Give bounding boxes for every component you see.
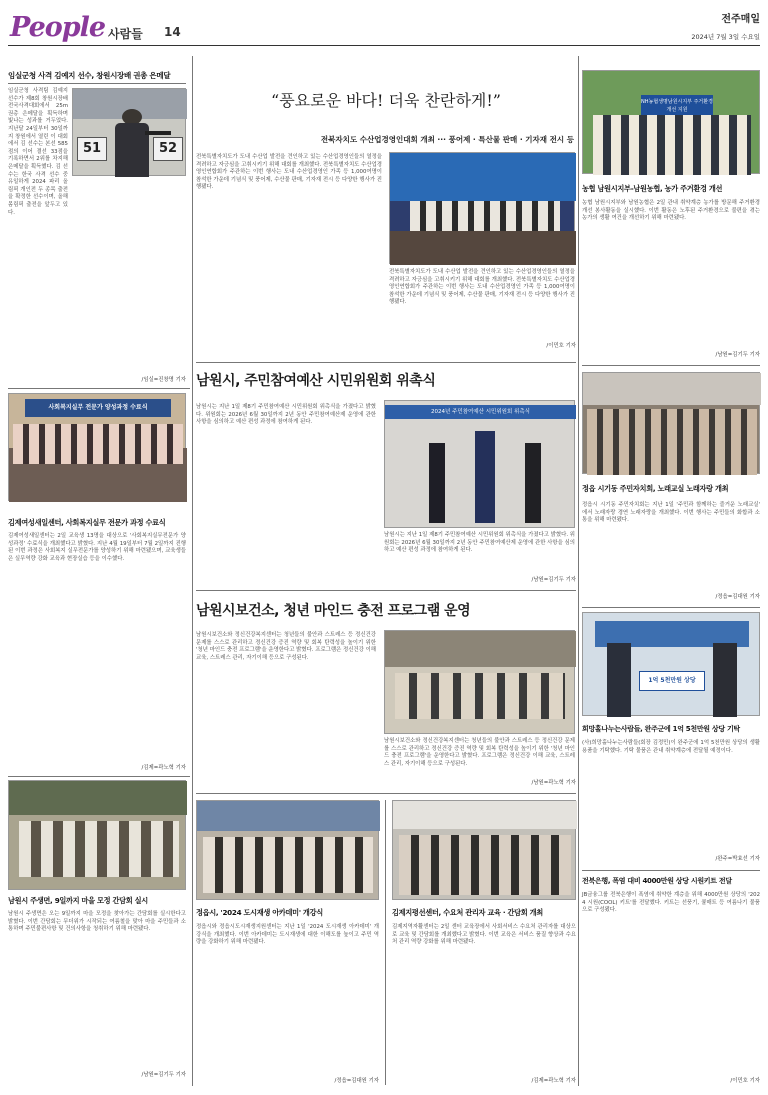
article-body: (사)희망홀나누는사람들(회장 김정민)이 완주군에 1억 5천만원 상당의 생활용품을 기탁했다. 기탁 물품은 관내 취약계층에 전달될 예정이다.: [582, 740, 760, 754]
article-budget-committee: [196, 370, 576, 585]
article-title: 정읍시, '2024 도시재생 아카데미' 개강식: [196, 908, 323, 917]
banner: 2024년 주민참여예산 시민위원회 위촉식: [385, 405, 576, 419]
photo-program: [384, 630, 575, 734]
credit: /정읍=김대원 기자: [334, 1078, 379, 1084]
credit: /이민호 기자: [730, 1078, 760, 1084]
article-title: 남원시보건소, 청년 마인드 충전 프로그램 운영: [196, 603, 471, 619]
paper-name: 전주매일: [721, 14, 760, 25]
article-subtitle: 전북자치도 수산업경영인대회 개최 ··· 풍어제 · 특산물 판매 · 기자재 전시 등: [320, 135, 574, 144]
article-body-2: 전북특별자치도가 도내 수산업 발전을 견인하고 있는 수산업경영인들의 열정을 격려하고 자긍심을 고취시키기 위해 대회를 개최했다. 전북특별자치도 수산업경영인연합회가 주관하는 이번 행사는 도내 수산업경영인 가족 등 1,000여명이 참석한 가운데 기념식 및 풍어제, 수산물 판매, 기자재 전시 등 다양한 행사가 진행됐다.: [389, 269, 575, 306]
photo-singing: [582, 372, 760, 474]
photo-seminar: [392, 800, 576, 900]
article-body: 전북특별자치도가 도내 수산업 발전을 견인하고 있는 수산업경영인들의 열정을 격려하고 자긍심을 고취시키기 위해 대회를 개최했다. 전북특별자치도 수산업경영인연합회가 주관하는 이번 행사는 도내 수산업경영인 가족 등 1,000여명이 참석한 가운데 기념식 및 풍어제, 수산물 판매, 기자재 전시 등 다양한 행사가 진행됐다.: [196, 154, 382, 191]
article-jipyeongseon: [392, 800, 576, 1085]
article-body-2: 남원시는 지난 1일 제8기 주민참여예산 시민위원회 위촉식을 가졌다고 밝혔다. 위원회는 2026년 6월 30일까지 2년 동안 주민참여예산제 운영에 관한 사항을 심의하고 예산 편성 과정에 참여하게 된다.: [384, 532, 575, 554]
photo-graduation: [8, 393, 186, 501]
article-body: 정읍시와 정읍시도시재생지원센터는 지난 1일 '2024 도시재생 아카데미' 개강식을 개최했다. 이번 아카데미는 도시재생에 대한 이해도를 높이고 주민 역량을 강화하기 위해 마련됐다.: [196, 924, 379, 946]
photo-appointment: [384, 400, 575, 528]
credit: /남원=김기두 기자: [531, 577, 576, 583]
article-body: 남원시 주생면은 오는 9일까지 마을 모정을 찾아가는 간담회를 실시한다고 밝혔다. 이번 간담회는 무더위가 시작되는 여름철을 맞아 마을 주민들과 소통하며 주민불편사항 및 건의사항을 청취하기 위해 마련됐다.: [8, 911, 186, 933]
banner: NH농협생명남원시지부 주거환경 개선 지원: [641, 95, 713, 121]
article-shooting: [8, 70, 186, 385]
photo-donation: [582, 612, 760, 716]
credit: /남원=김기두 기자: [715, 352, 760, 358]
article-urban-academy: [196, 800, 379, 1085]
article-title: 남원시, 주민참여예산 시민위원회 위촉식: [196, 373, 436, 389]
article-cool-kit: [582, 876, 760, 1085]
masthead: [8, 8, 760, 46]
page-number: 14: [164, 25, 181, 39]
donation-board: 1억 5천만원 상당: [639, 671, 705, 691]
photo-academy: [196, 800, 379, 900]
article-singing-contest: [582, 372, 760, 605]
article-title: 김제여성새일센터, 사회복지실무 전문가 과정 수료식: [8, 518, 166, 527]
credit: /김제=곽노혁 기자: [531, 1078, 576, 1084]
article-body: 김제지역자활센터는 2일 센터 교육장에서 사회서비스 수요처 관리자를 대상으로 교육 및 간담회를 개최했다고 밝혔다. 이번 교육은 서비스 품질 향상과 수요처 관리 역량 강화를 위해 마련됐다.: [392, 924, 576, 946]
bib-51: 51: [77, 137, 107, 161]
banner: 사회복지실무 전문가 양성과정 수료식: [25, 399, 171, 417]
article-body-cont: [8, 194, 186, 374]
article-body: 김제여성새일센터는 2일 교육생 13명을 대상으로 '사회복지실무전문가 양성과정' 수료식을 개최했다고 밝혔다. 지난 4월 19일부터 7월 2일까지 진행된 이번 과정은 사회복지 실무전문가를 양성하기 위해 마련됐으며, 교육생들은 실무역량 강화 교육과 현장실습 등을 이수했다.: [8, 533, 186, 562]
bib-52: 52: [153, 137, 183, 161]
headline-quote: “풍요로운 바다! 더욱 찬란하게!”: [271, 91, 501, 110]
article-body: JB금융그룹 전북은행이 폭염에 취약한 계층을 위해 4000만원 상당의 '2024 시원(COOL) 키트'를 전달했다. 키트는 선풍기, 쿨매트 등 여름나기 물품으로 구성됐다.: [582, 892, 760, 914]
photo-shooter: [72, 88, 186, 176]
photo-housing: [582, 70, 760, 174]
credit: /이민호 기자: [546, 343, 576, 349]
article-title: 농협 남원시지부-남원농협, 농가 주거환경 개선: [582, 184, 723, 193]
article-body: 남원시는 지난 1일 제8기 주민참여예산 시민위원회 위촉식을 가졌다고 밝혔다. 위원회는 2026년 6월 30일까지 2년 동안 주민참여예산제 운영에 관한 사항을 심의하고 예산 편성 과정에 참여하게 된다.: [196, 404, 376, 426]
credit: /정읍=김대원 기자: [715, 594, 760, 600]
article-youth-mind: [196, 600, 576, 790]
article-donation: [582, 612, 760, 867]
photo-ceremony: [389, 152, 575, 264]
credit: /완주=박효선 기자: [715, 856, 760, 862]
article-nonghyup-housing: [582, 70, 760, 360]
article-body: 임실군청 사격팀 김예지 선수가 제8회 창원시장배 전국사격대회에서 25m 권총 은메달을 획득하며 빛나는 성과를 거두었다. 지난달 24일부터 30일까지 창원에서 열린 이 대회에서 김 선수는 본선 585점의 이어 결선 33점을 기록하면서 2위를 차지해 은메달을 획득했다. 김 선수는 한국 사격 선수 중 유일하게 2024 파리 올림픽 개인전 두 종목 출전을 확정한 선수이며, 올해 몸림픽 출전을 앞두고 있다.: [8, 88, 68, 216]
article-body: 남원시보건소와 정신건강복지센터는 청년들의 불안과 스트레스 등 정신건강 문제를 스스로 관리하고 정신건강 증진 역량 및 회복 탄력성을 높이기 위한 '청년 마인드 충전 프로그램'을 운영한다고 밝혔다. 프로그램은 정신건강 이해 교육, 스트레스 관리, 자기이해 등으로 구성된다.: [196, 632, 376, 661]
section-title-en: People: [10, 12, 106, 43]
article-body-2: 남원시보건소와 정신건강복지센터는 청년들의 불안과 스트레스 등 정신건강 문제를 스스로 관리하고 정신건강 증진 역량 및 회복 탄력성을 높이기 위한 '청년 마인드 충전 프로그램'을 운영한다고 밝혔다. 프로그램은 정신건강 이해 교육, 스트레스 관리, 자기이해 등으로 구성된다.: [384, 738, 575, 767]
article-title: 전북은행, 폭염 대비 4000만원 상당 시원키트 전달: [582, 877, 732, 885]
article-title: 남원시 주생면, 9일까지 마을 모정 간담회 실시: [8, 896, 148, 905]
section-title-ko: 사람들: [108, 27, 143, 41]
article-jusaeng: [8, 780, 186, 1080]
issue-date: 2024년 7월 3일 수요일: [691, 33, 760, 41]
article-body: 정읍시 시기동 주민자치회는 지난 1일 '주민과 함께하는 즐거운 노래교실' 에서 노래자랑 경연 노래자랑을 개최했다. 이번 행사는 주민들의 화합과 소통을 위해 마련됐다.: [582, 502, 760, 524]
article-gimje-welfare: [8, 393, 186, 773]
credit: /남원=곽노혁 기자: [531, 780, 576, 786]
credit: /임실=진창명 기자: [141, 377, 186, 383]
article-title: 임실군청 사격 김예지 선수, 창원시장배 권총 은메달: [8, 71, 171, 80]
article-title: 희망홀나누는사람들, 완주군에 1억 5천만원 상당 기탁: [582, 725, 740, 733]
article-title: 김제지평선센터, 수요처 관리자 교육 · 간담회 개최: [392, 908, 543, 917]
credit: /김제=곽노혁 기자: [141, 765, 186, 771]
photo-meeting: [8, 780, 186, 890]
article-title: 정읍 시기동 주민자치회, 노래교실 노래자랑 개최: [582, 484, 729, 493]
credit: /남원=김기두 기자: [141, 1072, 186, 1078]
article-fisheries: [196, 88, 576, 350]
article-body: 농협 남원시지부와 남원농협은 2일 관내 취약계층 농가를 방문해 주거환경 개선 봉사활동을 실시했다. 이번 활동은 노후된 주거환경으로 불편을 겪는 농가의 생활 여건을 개선하기 위해 마련됐다.: [582, 200, 760, 222]
